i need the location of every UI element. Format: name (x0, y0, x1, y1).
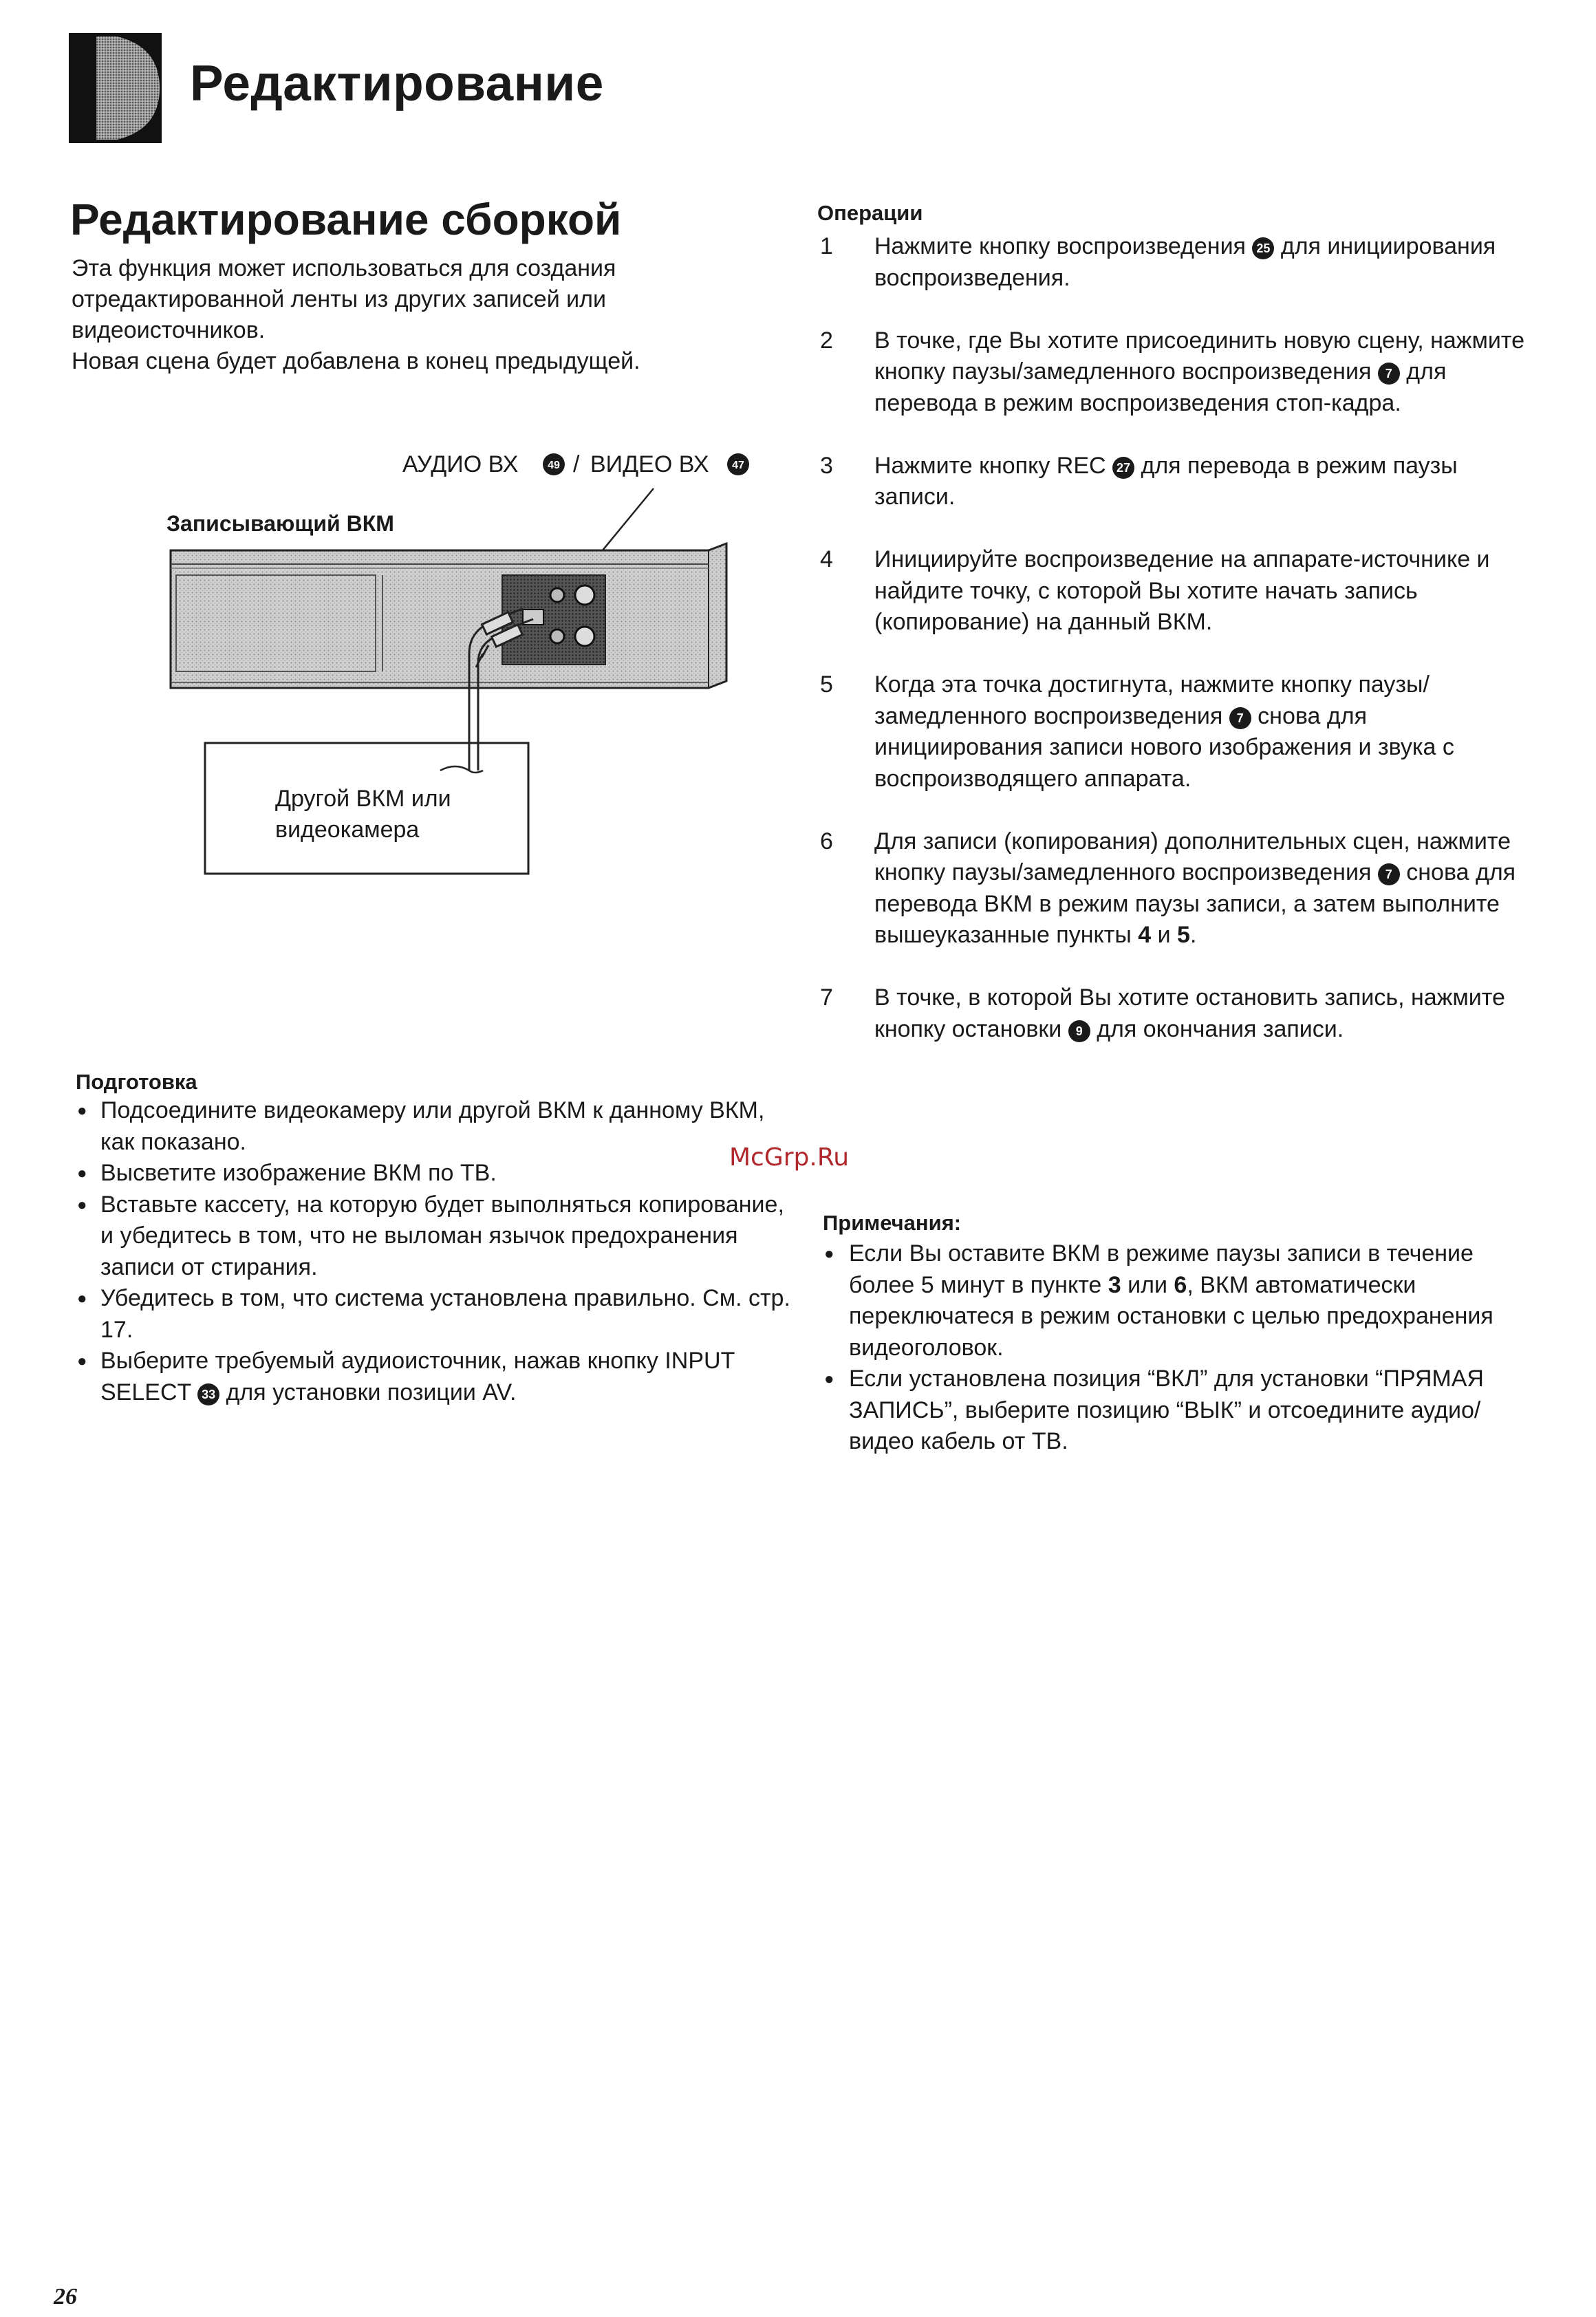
operation-step: 6 Для записи (копирования) дополнительных сцен, нажмите кнопку паузы/замедленного воспроизведения 7 снова для перевода ВКМ в режим паузы записи, а затем выполните вышеуказанные пункты 4 и 5. (817, 826, 1526, 951)
list-item: ● Убедитесь в том, что система установлена правильно. См. стр. 17. (74, 1283, 797, 1346)
operations-list (817, 231, 1526, 1077)
connection-diagram (158, 447, 764, 894)
source-device-label: видеокамера (275, 817, 420, 843)
list-item: ● Подсоедините видеокамеру или другой ВКМ к данному ВКМ, как показано. (74, 1095, 797, 1158)
list-item: ● Если установлена позиция “ВКЛ” для установки “ПРЯМАЯ ЗАПИСЬ”, выберите позицию “ВЫК” и отсоедините аудио/видео кабель от ТВ. (823, 1364, 1538, 1458)
watermark: McGrp.Ru (729, 1143, 850, 1172)
intro-paragraph: Новая сцена будет добавлена в конец предыдущей. (72, 348, 640, 374)
preparation-heading: Подготовка (76, 1070, 197, 1094)
source-device-label: Другой ВКМ или (275, 786, 451, 812)
pause-button-ref: 7 (1378, 363, 1400, 385)
preparation-list (74, 1095, 797, 1408)
step-number: 3 (820, 452, 833, 479)
step-number: 6 (820, 828, 833, 854)
step-number: 2 (820, 327, 833, 354)
page-number: 26 (54, 2284, 77, 2309)
pause-button-ref: 7 (1229, 707, 1251, 729)
operations-heading: Операции (817, 201, 923, 225)
operation-step: 7 В точке, в которой Вы хотите остановить запись, нажмите кнопку остановки 9 для окончания записи. (817, 982, 1526, 1045)
recording-vcr-label: Записывающий ВКМ (166, 511, 394, 536)
list-item: ● Выберите требуемый аудиоисточник, нажав кнопку INPUT SELECT 33 для установки позиции AV. (74, 1346, 797, 1408)
step-number: 1 (820, 233, 833, 259)
stop-button-ref: 9 (1068, 1020, 1090, 1042)
audio-in-label: АУДИО ВХ (402, 451, 519, 477)
video-in-label: ВИДЕО ВХ (590, 451, 709, 477)
operation-step: 2 В точке, где Вы хотите присоединить новую сцену, нажмите кнопку паузы/замедленного воспроизведения 7 для перевода в режим воспроизведения стоп-кадра. (817, 325, 1526, 420)
svg-text:АУДИО ВХ (402, 451, 518, 477)
step-number: 4 (820, 546, 833, 572)
intro-paragraph: Эта функция может использоваться для создания отредактированной ленты из других записей или видеоисточников. (72, 255, 616, 343)
page-title: Редактирование (190, 56, 604, 111)
play-button-ref: 25 (1252, 237, 1274, 259)
connector-separator: / (573, 451, 580, 477)
step-number: 7 (820, 984, 833, 1011)
list-item: ● Вставьте кассету, на которую будет выполняться копирование, и убедитесь в том, что не выломан язычок предохранения записи от стирания. (74, 1189, 797, 1284)
recording-vcr-icon (171, 543, 726, 688)
step-number: 5 (820, 671, 833, 698)
operation-step: 3 Нажмите кнопку REC 27 для перевода в режим паузы записи. (817, 451, 1526, 513)
list-item: ● Высветите изображение ВКМ по ТВ. (74, 1158, 797, 1189)
notes-heading: Примечания: (823, 1211, 962, 1235)
audio-in-ref: 49 (548, 460, 560, 471)
pause-button-ref: 7 (1378, 863, 1400, 885)
chapter-tab-marker (69, 33, 162, 143)
operation-step: 5 Когда эта точка достигнута, нажмите кнопку паузы/замедленного воспроизведения 7 снова для инициирования записи нового изображения и звука с воспроизводящего аппарата. (817, 669, 1526, 795)
input-select-button-ref: 33 (197, 1383, 219, 1405)
operation-step: 1 Нажмите кнопку воспроизведения 25 для инициирования воспроизведения. (817, 231, 1526, 294)
video-in-ref: 47 (732, 460, 744, 471)
notes-list (823, 1238, 1538, 1458)
section-title: Редактирование сборкой (70, 195, 622, 244)
rec-button-ref: 27 (1112, 457, 1134, 479)
list-item: ● Если Вы оставите ВКМ в режиме паузы записи в течение более 5 минут в пункте 3 или 6, ВКМ автоматически переключатеся в режим остановки с целью предохранения видеоголовок. (823, 1238, 1538, 1364)
operation-step: 4 Инициируйте воспроизведение на аппарате-источнике и найдите точку, с которой Вы хотите начать запись (копирование) на данный ВКМ. (817, 544, 1526, 638)
